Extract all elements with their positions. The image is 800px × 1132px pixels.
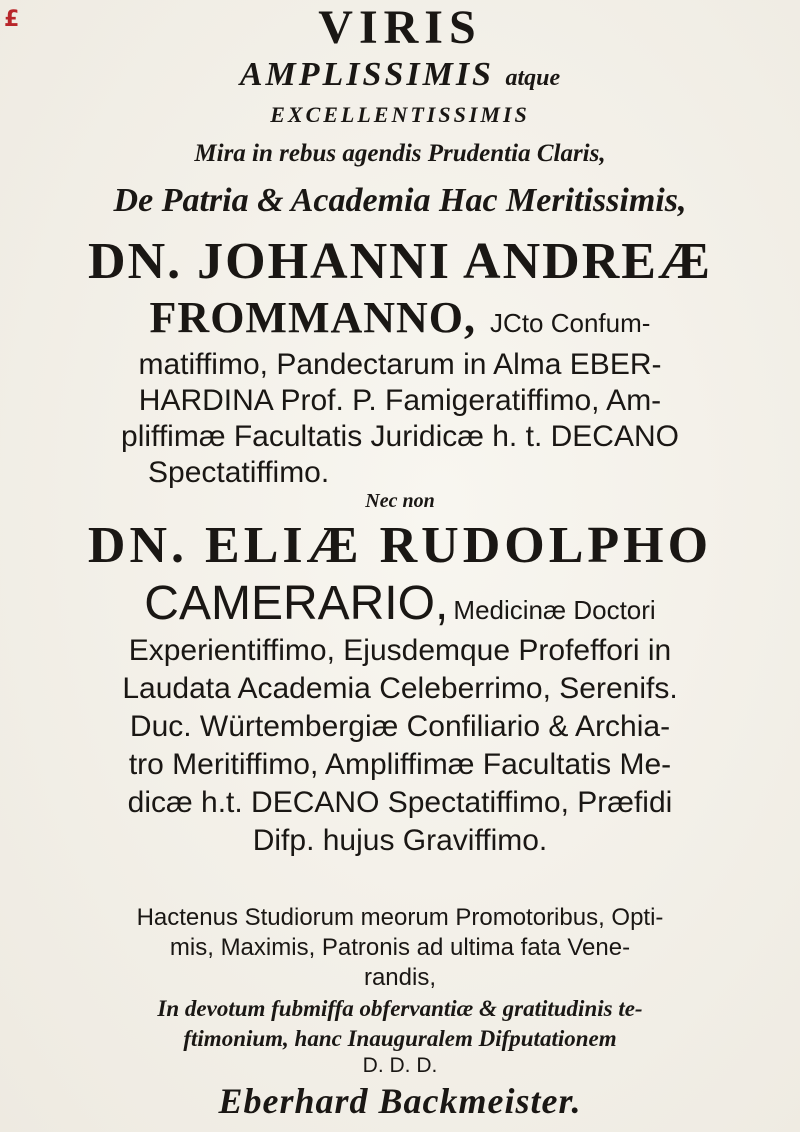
author-name: Eberhard Backmeister. <box>218 1081 582 1121</box>
first-person-name: DN. JOHANNI ANDREÆ <box>88 233 712 290</box>
first-person-surname: FROMMANNO, <box>149 293 477 342</box>
corner-mark: £ <box>4 7 20 32</box>
closing-italic-line: ftimonium, hanc Inauguralem Difputationem <box>183 1026 617 1051</box>
second-person-line: Difp. hujus Graviffimo. <box>252 824 548 857</box>
title-viris: VIRIS <box>318 1 482 54</box>
title-excellentissimis: EXCELLENTISSIMIS <box>270 102 530 127</box>
second-person-line: dicæ h.t. DECANO Spectatiffimo, Præfidi <box>127 786 673 819</box>
atque-text: atque <box>505 65 561 91</box>
second-person-line: Laudata Academia Celeberrimo, Serenifs. <box>122 672 678 705</box>
closing-italic-line: In devotum fubmiffa obfervantiæ & gratitudinis te- <box>157 996 643 1021</box>
first-person-degree: JCto Confum- <box>490 308 651 338</box>
second-person-surname-line <box>0 576 800 631</box>
second-person-line: tro Meritiffimo, Ampliffimæ Facultatis Me- <box>128 748 672 781</box>
second-person-degree: Medicinæ Doctori <box>453 595 656 625</box>
dedicat-abbreviation: D. D. D. <box>362 1054 438 1077</box>
second-person-line: Experientiffimo, Ejusdemque Profeffori in <box>128 634 672 667</box>
second-person-surname: CAMERARIO, <box>144 577 449 630</box>
nec-non: Nec non <box>365 490 435 512</box>
dedication-line-1: Mira in rebus agendis Prudentia Claris, <box>194 140 606 167</box>
second-person-line: Duc. Würtembergiæ Confiliario & Archia- <box>129 710 671 743</box>
closing-line: Hactenus Studiorum meorum Promotoribus, Opti- <box>136 904 664 931</box>
first-person-line: HARDINA Prof. P. Famigeratiffimo, Am- <box>138 384 662 417</box>
closing-line: randis, <box>363 964 437 991</box>
amplissimis-text: AMPLISSIMIS <box>239 56 494 93</box>
first-person-line: Spectatiffimo. <box>148 456 330 489</box>
dedication-line-2: De Patria & Academia Hac Meritissimis, <box>113 182 687 219</box>
second-person-name: DN. ELIÆ RUDOLPHO <box>87 517 713 574</box>
first-person-line: pliffimæ Facultatis Juridicæ h. t. DECANO <box>121 420 679 453</box>
first-person-surname-line <box>0 292 800 343</box>
first-person-line: matiffimo, Pandectarum in Alma EBER- <box>138 348 662 381</box>
title-amplissimis <box>0 56 800 94</box>
closing-line: mis, Maximis, Patronis ad ultima fata Vene- <box>169 934 631 961</box>
